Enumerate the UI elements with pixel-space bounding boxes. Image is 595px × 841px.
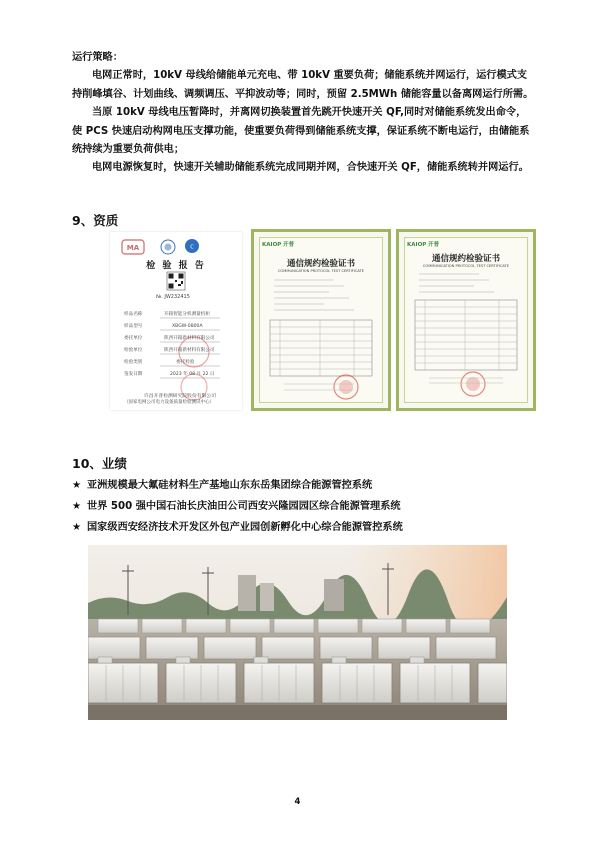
achievement-item-2 xyxy=(72,497,401,512)
strategy-paragraph-2 xyxy=(72,104,534,160)
field-value-5: 2023 年 08 月 22 日 xyxy=(170,372,215,377)
achievement-text-1: 亚洲规模最大氟硅材料生产基地山东东岳集团综合能源管控系统 xyxy=(87,480,373,491)
strategy-paragraph-3 xyxy=(72,159,534,178)
field-label-5: 签发日期 xyxy=(124,372,143,377)
field-value-2: 陕西开箱新材料有限公司 xyxy=(164,336,215,341)
field-value-3: 陕西开箱新材料有限公司 xyxy=(164,348,215,353)
report-number: №. JW232415 xyxy=(156,294,190,300)
star-icon: ★ xyxy=(72,480,82,491)
strategy-label: 运行策略： xyxy=(72,52,123,63)
section-9-heading: 9、资质 xyxy=(72,213,119,228)
energy-storage-site-photo xyxy=(88,545,507,720)
strategy-text-2: 当原 10kV 母线电压暂降时，并离网切换装置首先跳开快速开关 QF,同时对储能系统发出命令，使 PCS 快速启动构网电压支撑功能，使重要负荷得到储能系统支撑，保证系统不断电运行，由储能系统持续为重要负荷供电； xyxy=(72,107,530,156)
report-issuer: 许昌开普检测研究院股份有限公司 xyxy=(144,394,216,399)
protocol-certificate-1 xyxy=(251,229,391,411)
report-title: 检 验 报 告 xyxy=(146,261,206,271)
protocol-certificate-2 xyxy=(396,229,536,411)
inspection-report-certificate xyxy=(110,232,242,410)
field-label-3: 检验单位 xyxy=(124,348,143,353)
field-value-0: 开箱智能分机测量机柜 xyxy=(164,312,210,317)
achievement-item-3 xyxy=(72,518,403,533)
svg-text:MA: MA xyxy=(126,244,140,252)
kaiop-logo-1: KAIOP 开普 xyxy=(262,242,295,248)
protocol-cert-title-1: 通信规约检验证书 xyxy=(286,259,355,269)
achievement-text-3: 国家级西安经济技术开发区外包产业园创新孵化中心综合能源管控系统 xyxy=(87,522,403,533)
qr-code-icon xyxy=(167,272,185,290)
strategy-text-3: 电网电源恢复时，快速开关辅助储能系统完成同期并网，合快速开关 QF，储能系统转并网运行。 xyxy=(92,162,529,173)
protocol-cert-subtitle-1: COMMUNICATION PROTOCOL TEST CERTIFICATE xyxy=(277,269,365,273)
protocol-cert-title-2: 通信规约检验证书 xyxy=(431,254,500,264)
field-value-4: 委托检验 xyxy=(176,360,195,365)
star-icon: ★ xyxy=(72,522,82,533)
field-label-4: 检验类别 xyxy=(124,360,143,365)
star-icon: ★ xyxy=(72,501,82,512)
report-issuer-2: （国家电网公司电力设备质量检验测试中心） xyxy=(124,400,214,405)
achievement-text-2: 世界 500 强中国石油长庆油田公司西安兴隆园园区综合能源管理系统 xyxy=(87,501,401,512)
strategy-text-1: 电网正常时，10kV 母线给储能单元充电、带 10kV 重要负荷；储能系统并网运行，运行模式支持削峰填谷、计划曲线、调频调压、平抑波动等；同时，预留 2.5MWh 储能容量以备离网运行所需。 xyxy=(72,70,534,100)
field-label-0: 样品名称 xyxy=(124,312,143,317)
field-label-1: 样品型号 xyxy=(124,324,143,329)
svg-text:C: C xyxy=(190,244,194,251)
page-number: 4 xyxy=(294,797,301,807)
strategy-paragraph-1 xyxy=(72,67,534,104)
protocol-cert-table-1 xyxy=(254,232,388,408)
kaiop-logo-2: KAIOP 开普 xyxy=(407,242,440,248)
protocol-cert-subtitle-2: COMMUNICATION PROTOCOL TEST CERTIFICATE xyxy=(422,264,510,268)
field-label-2: 委托单位 xyxy=(124,336,143,341)
field-value-1: XBGW-0800A xyxy=(172,324,203,329)
protocol-cert-table-2 xyxy=(399,232,533,408)
section-10-heading: 10、业绩 xyxy=(72,456,127,471)
achievement-item-1 xyxy=(72,476,372,491)
